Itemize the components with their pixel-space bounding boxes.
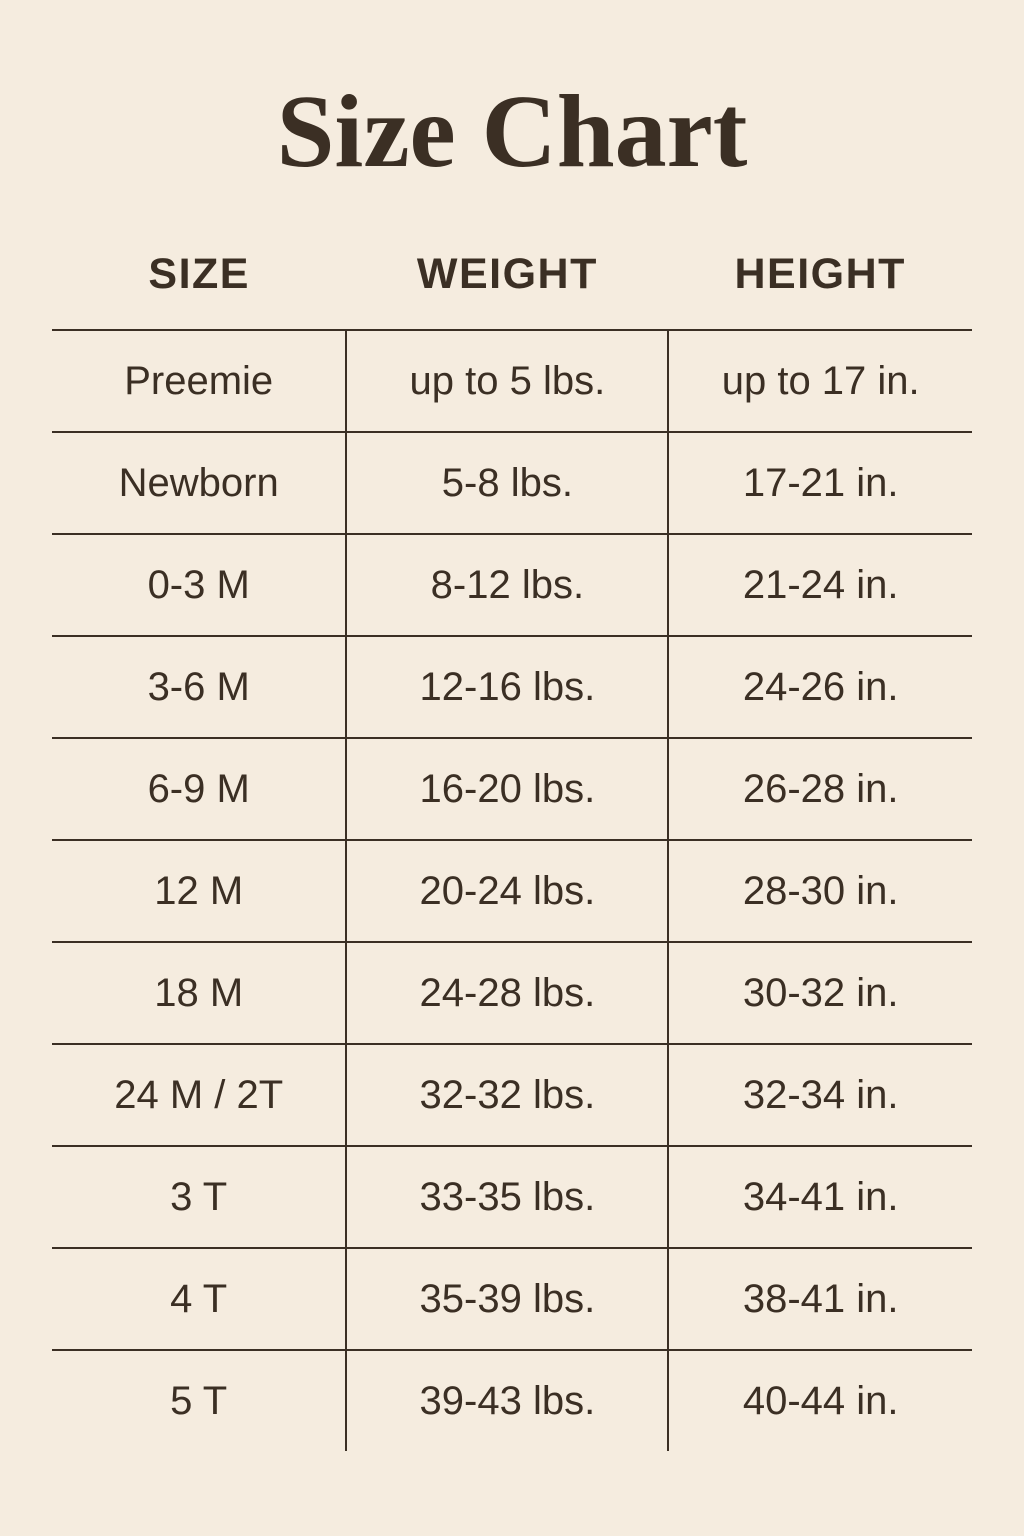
- page-title: Size Chart: [276, 74, 748, 189]
- cell-height: 21-24 in.: [668, 534, 972, 636]
- table-row: [52, 840, 972, 942]
- cell-height: 40-44 in.: [668, 1350, 972, 1451]
- cell-size: 3 T: [52, 1146, 346, 1248]
- cell-weight: up to 5 lbs.: [346, 330, 668, 432]
- cell-size: Newborn: [52, 432, 346, 534]
- column-header-size: SIZE: [148, 250, 250, 298]
- cell-height: up to 17 in.: [668, 330, 972, 432]
- cell-weight: 12-16 lbs.: [346, 636, 668, 738]
- table-header: [52, 250, 972, 330]
- column-header-weight: WEIGHT: [416, 250, 598, 298]
- cell-weight: 5-8 lbs.: [346, 432, 668, 534]
- cell-size: 6-9 M: [52, 738, 346, 840]
- table-row: [52, 636, 972, 738]
- cell-height: 30-32 in.: [668, 942, 972, 1044]
- column-header-height: HEIGHT: [734, 250, 906, 298]
- table-row: [52, 942, 972, 1044]
- cell-weight: 8-12 lbs.: [346, 534, 668, 636]
- cell-height: 34-41 in.: [668, 1146, 972, 1248]
- table-row: [52, 534, 972, 636]
- table-header-row: [52, 250, 972, 330]
- size-chart-table: [52, 250, 972, 1451]
- cell-weight: 35-39 lbs.: [346, 1248, 668, 1350]
- table-row: [52, 432, 972, 534]
- cell-weight: 32-32 lbs.: [346, 1044, 668, 1146]
- cell-size: Preemie: [52, 330, 346, 432]
- cell-size: 12 M: [52, 840, 346, 942]
- table-body: [52, 330, 972, 1451]
- cell-size: 0-3 M: [52, 534, 346, 636]
- cell-weight: 33-35 lbs.: [346, 1146, 668, 1248]
- cell-size: 4 T: [52, 1248, 346, 1350]
- cell-size: 18 M: [52, 942, 346, 1044]
- cell-height: 28-30 in.: [668, 840, 972, 942]
- cell-height: 38-41 in.: [668, 1248, 972, 1350]
- cell-weight: 39-43 lbs.: [346, 1350, 668, 1451]
- cell-weight: 20-24 lbs.: [346, 840, 668, 942]
- cell-height: 32-34 in.: [668, 1044, 972, 1146]
- table-row: [52, 1044, 972, 1146]
- table-row: [52, 330, 972, 432]
- cell-size: 24 M / 2T: [52, 1044, 346, 1146]
- cell-height: 24-26 in.: [668, 636, 972, 738]
- cell-height: 17-21 in.: [668, 432, 972, 534]
- cell-weight: 24-28 lbs.: [346, 942, 668, 1044]
- table-row: [52, 1146, 972, 1248]
- cell-weight: 16-20 lbs.: [346, 738, 668, 840]
- cell-size: 3-6 M: [52, 636, 346, 738]
- table-row: [52, 1350, 972, 1451]
- cell-size: 5 T: [52, 1350, 346, 1451]
- cell-height: 26-28 in.: [668, 738, 972, 840]
- table-row: [52, 738, 972, 840]
- table-row: [52, 1248, 972, 1350]
